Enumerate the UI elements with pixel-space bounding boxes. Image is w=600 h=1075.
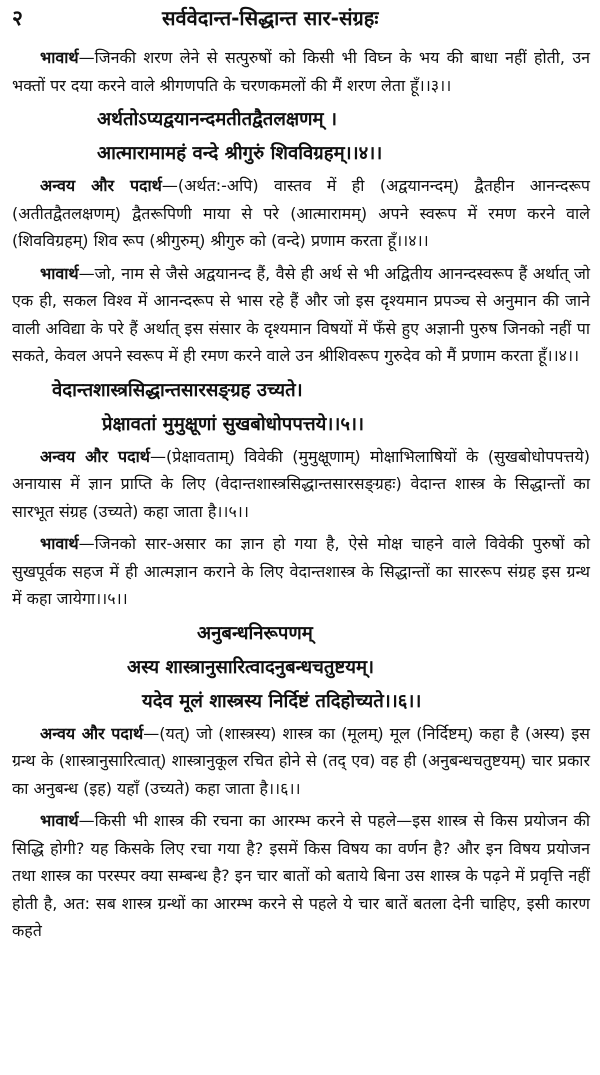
paragraph-anvaya-6	[12, 720, 590, 803]
paragraph-anvaya-5	[12, 443, 590, 526]
section-heading: अनुबन्धनिरूपणम्	[197, 622, 313, 644]
paragraph-bhavartha-6	[12, 807, 590, 945]
paragraph-text: —(यत्) जो (शास्त्रस्य) शास्त्र का (मूलम्) मूल (निर्दिष्टम्) कहा है (अस्य) इस ग्रन्थ के (शास्त्रानुसारित्वात्) शास्त्रानुकूल रचित होने से (तद् एव) वह ही (अनुबन्धचतुष्टयम्) चार प्रकार का अनुबन्ध (इह) यहाँ (उच्यते) कहा जाता है।।६।।	[12, 723, 590, 798]
paragraph-text: —(अर्थत:-अपि) वास्तव में ही (अद्वयानन्दम्) द्वैतहीन आनन्दरूप (अतीतद्वैतलक्षणम्) द्वैतरूपिणी माया से परे (आत्मारामम्) अपने स्वरूप में रमण करने वाले (शिवविग्रहम्) शिव रूप (श्रीगुरुम्) श्रीगुरु को (वन्दे) प्रणाम करता हूँ।।४।।	[12, 176, 590, 250]
paragraph-label: अन्वय और पदार्थ	[40, 723, 144, 743]
page-header	[12, 4, 590, 44]
paragraph-bhavartha-3	[12, 44, 590, 99]
paragraph-label: भावार्थ	[40, 811, 79, 830]
verse-4-line-2: आत्मारामामहं वन्दे श्रीगुरुं शिवविग्रहम्।।४।।	[97, 143, 383, 164]
verse-4-line-1: अर्थतोऽप्यद्वयानन्दमतीतद्वैतलक्षणम् ।	[97, 109, 338, 130]
verse-5-line-2: प्रेक्षावतां मुमुक्षूणां सुखबोधोपपत्तये।।५।।	[102, 413, 365, 435]
paragraph-label: अन्वय और पदार्थ	[40, 446, 150, 466]
paragraph-label: अन्वय और पदार्थ	[40, 176, 162, 195]
paragraph-anvaya-4	[12, 172, 590, 255]
paragraph-text: —जिनको सार-असार का ज्ञान हो गया है, ऐसे मोक्ष चाहने वाले विवेकी पुरुषों को सुखपूर्वक सहज में ही आत्मज्ञान कराने के लिए वेदान्तशास्त्र के सिद्धान्तों का साररूप संग्रह इस ग्रन्थ में कहा जायेगा।।५।।	[12, 534, 590, 608]
verse-6-line-2: यदेव मूलं शास्त्रस्य निर्दिष्टं तदिहोच्यते।।६।।	[142, 690, 422, 712]
paragraph-text: —जिनकी शरण लेने से सत्पुरुषों को किसी भी विघ्न के भय की बाधा नहीं होती, उन भक्तों पर दया करने वाले श्रीगणपति के चरणकमलों की मैं शरण लेता हूँ।।३।।	[12, 48, 590, 95]
paragraph-bhavartha-4	[12, 260, 590, 370]
paragraph-text: —जो, नाम से जैसे अद्वयानन्द हैं, वैसे ही अर्थ से भी अद्वितीय आनन्दस्वरूप हैं अर्थात् जो एक ही, सकल विश्व में आनन्दरूप से भास रहे हैं और जो इस दृश्यमान प्रपञ्च से अनुमान की जाने वाली अविद्या के परे हैं अर्थात् इस संसार के दृश्यमान विषयों में फँसे हुए अज्ञानी पुरुष जिनको नहीं पा सकते, केवल अपने स्वरूप में ही रमण करने वाले उन श्रीशिवरूप गुरुदेव को मैं प्रणाम करता हूँ।।४।।	[12, 263, 590, 365]
verse-6-line-1: अस्य शास्त्रानुसारित्वादनुबन्धचतुष्टयम्।	[127, 656, 375, 678]
verse-5-line-1: वेदान्तशास्त्रसिद्धान्तसारसङ्ग्रह उच्यते।	[52, 379, 303, 401]
paragraph-label: भावार्थ	[40, 263, 79, 283]
page-number: २	[12, 6, 23, 30]
paragraph-text: —(प्रेक्षावताम्) विवेकी (मुमुक्षूणाम्) मोक्षाभिलाषियों के (सुखबोधोपपत्तये) अनायास में ज्ञान प्राप्ति के लिए (वेदान्तशास्त्रसिद्धान्तसारसङ्ग्रहः) वेदान्त शास्त्र के सिद्धान्तों का सारभूत संग्रह (उच्यते) कहा जाता है।।५।।	[12, 446, 590, 521]
paragraph-bhavartha-5	[12, 530, 590, 613]
running-title: सर्ववेदान्त-सिद्धान्त सार-संग्रहः	[162, 6, 379, 30]
paragraph-label: भावार्थ	[40, 534, 79, 553]
paragraph-text: —किसी भी शास्त्र की रचना का आरम्भ करने से पहले—इस शास्त्र से किस प्रयोजन की सिद्धि होगी? यह किसके लिए रचा गया है? इसमें किस विषय का वर्णन है? और इन विषय प्रयोजन तथा शास्त्र का परस्पर क्या सम्बन्ध है? इन चार बातों को बताये बिना उस शास्त्र के पढ़ने में प्रवृत्ति नहीं होती है, अत: सब शास्त्र ग्रन्थों का आरम्भ करने से पहले ये चार बातें बतला देनी चाहिए, इसी कारण कहते	[12, 811, 590, 940]
paragraph-label: भावार्थ	[40, 48, 79, 67]
